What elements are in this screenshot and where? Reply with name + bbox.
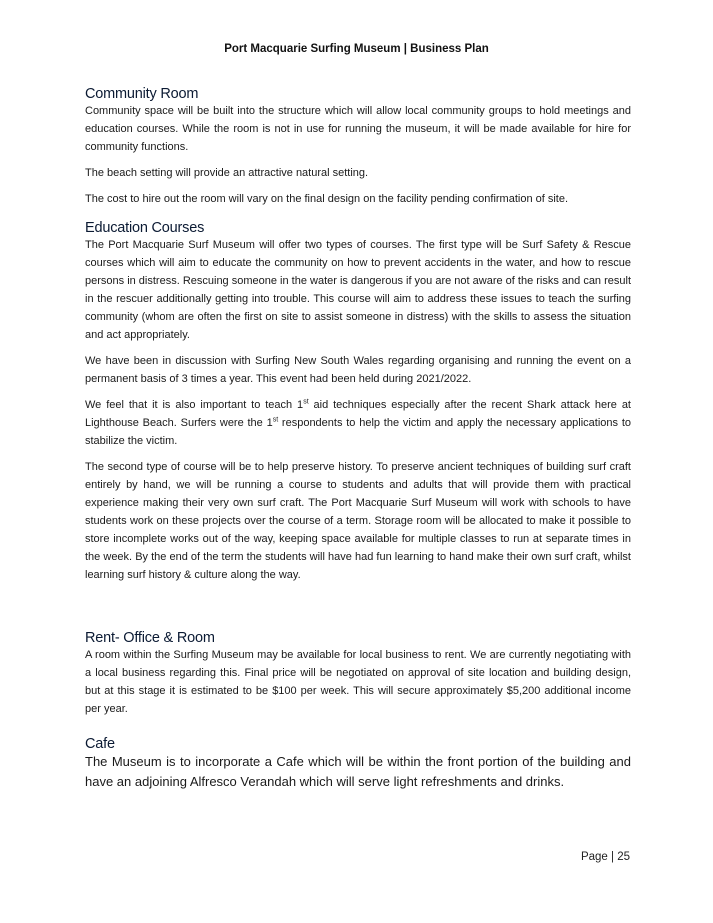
education-paragraph-3: We feel that it is also important to teach 1st aid techniques especially after the recent Shark attack here at Lighthouse Beach. Surfers were the 1st respondents to help the victim and apply the necessary applications to stabilize the victim. bbox=[85, 398, 631, 447]
heading-rent: Rent- Office & Room bbox=[85, 630, 215, 646]
community-room-paragraph-1: Community space will be built into the structure which will allow local community groups to hold meetings and education courses. While the room is not in use for running the museum, it will be made available for hire for community functions. bbox=[85, 105, 631, 153]
education-paragraph-1: The Port Macquarie Surf Museum will offer two types of courses. The first type will be Surf Safety & Rescue courses which will aim to educate the community on how to prevent accidents in the water, and how to rescue persons in distress. Rescuing someone in the water is dangerous if you are not aware of the risks and can result in the rescuer additionally getting into trouble. This course will aim to address these issues to teach the surfing community (whom are often the first on site to assist someone in distress) with the skills to assess the situation and act appropriately. bbox=[85, 239, 632, 341]
rent-paragraph-1: A room within the Surfing Museum may be available for local business to rent. We are currently negotiating with a local business regarding this. Final price will be negotiated on approval of site location and building design, but at this stage it is estimated to be $100 per week. This will secure approximately $5,200 additional income per year. bbox=[85, 649, 631, 715]
community-room-paragraph-3: The cost to hire out the room will vary on the final design on the facility pending confirmation of site. bbox=[85, 193, 569, 205]
section-rent bbox=[85, 630, 631, 718]
page-number: Page | 25 bbox=[580, 851, 630, 863]
section-cafe bbox=[85, 736, 631, 792]
community-room-paragraph-2: The beach setting will provide an attractive natural setting. bbox=[85, 167, 369, 179]
section-community-room bbox=[85, 86, 631, 208]
heading-education-courses: Education Courses bbox=[85, 220, 205, 236]
page-header: Port Macquarie Surfing Museum | Business Plan bbox=[224, 43, 489, 55]
section-education-courses bbox=[85, 220, 631, 584]
heading-cafe: Cafe bbox=[85, 736, 115, 752]
education-paragraph-4: The second type of course will be to help preserve history. To preserve ancient techniques of building surf craft entirely by hand, we will be running a course to students and adults that will provide them with practical experience making their very own surf craft. The Port Macquarie Surf Museum will work with schools to have students work on these projects over the course of a term. Storage room will be allocated to make it possible to store incomplete works out of the way, keeping space available for multiple classes to run at separate times in the week. By the end of the term the students will have had fun learning to hand make their own surf craft, whilst learning surf history & culture along the way. bbox=[85, 461, 631, 581]
education-paragraph-2: We have been in discussion with Surfing New South Wales regarding organising and running the event on a permanent basis of 3 times a year. This event had been held during 2021/2022. bbox=[85, 355, 631, 385]
heading-community-room: Community Room bbox=[85, 86, 199, 102]
cafe-paragraph-1: The Museum is to incorporate a Cafe which will be within the front portion of the building and have an adjoining Alfresco Verandah which will serve light refreshments and drinks. bbox=[85, 754, 631, 789]
